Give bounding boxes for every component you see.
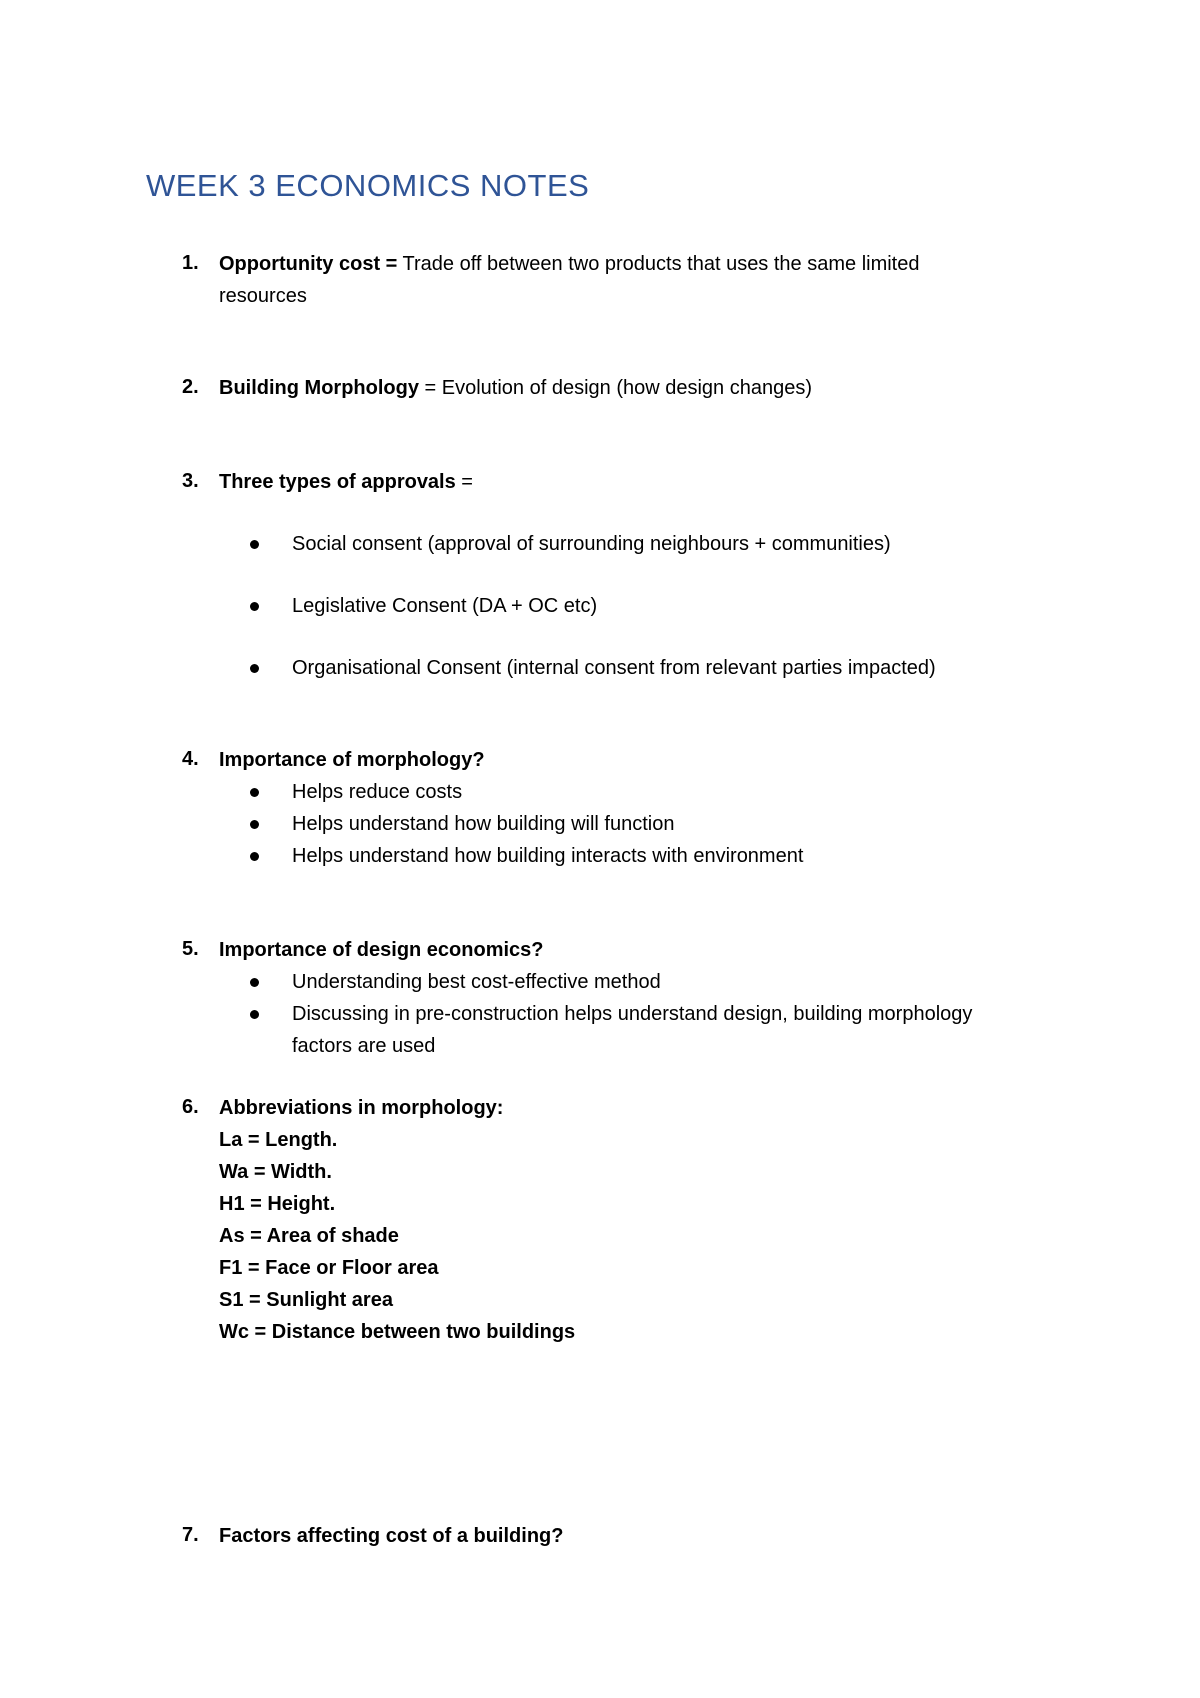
bullet-text: Helps understand how building will function [292,813,675,835]
bullet-text: Helps understand how building interacts with environment [292,845,804,867]
item-3-term: Three types of approvals [219,471,456,493]
bullet-icon [250,540,259,549]
item-6-term: Abbreviations in morphology: [219,1097,504,1119]
abbreviation-line: F1 = Face or Floor area [219,1257,439,1279]
abbreviation-line: H1 = Height. [219,1193,336,1215]
bullet-icon [250,664,259,673]
document-title: WEEK 3 ECONOMICS NOTES [146,168,590,203]
item-number-6: 6. [182,1096,199,1118]
bullet-text: Helps reduce costs [292,781,463,803]
item-1-line-1 [219,248,919,280]
bullet-icon [250,852,259,861]
item-number-5: 5. [182,938,199,960]
item-number-2: 2. [182,376,199,398]
abbreviation-line: La = Length. [219,1129,338,1151]
item-6-line [219,1092,503,1124]
item-number-3: 3. [182,470,199,492]
item-2-term: Building Morphology [219,377,419,399]
item-3-line [219,466,473,498]
bullet-text: factors are used [292,1035,436,1057]
item-3-suffix: = [455,471,473,493]
item-4-term: Importance of morphology? [219,749,485,771]
bullet-text: Understanding best cost-effective method [292,971,661,993]
item-1-term: Opportunity cost = [219,253,398,275]
abbreviation-line: Wc = Distance between two buildings [219,1321,576,1343]
item-2-line [219,372,812,404]
item-5-line [219,934,544,966]
bullet-icon [250,1010,259,1019]
item-7-term: Factors affecting cost of a building? [219,1525,564,1547]
bullet-icon [250,788,259,797]
item-number-1: 1. [182,252,199,274]
item-1-line-2: resources [219,285,307,307]
abbreviation-line: Wa = Width. [219,1161,332,1183]
bullet-text: Discussing in pre-construction helps understand design, building morphology [292,1003,973,1025]
item-1-definition: Trade off between two products that uses the same limited [397,253,920,275]
bullet-text: Social consent (approval of surrounding neighbours + communities) [292,533,891,555]
item-2-definition: = Evolution of design (how design changes) [418,377,812,399]
abbreviation-line: As = Area of shade [219,1225,399,1247]
item-5-term: Importance of design economics? [219,939,544,961]
bullet-icon [250,820,259,829]
abbreviation-line: S1 = Sunlight area [219,1289,393,1311]
item-4-line [219,744,485,776]
item-number-4: 4. [182,748,199,770]
item-7-line [219,1520,563,1552]
bullet-text: Legislative Consent (DA + OC etc) [292,595,598,617]
bullet-text: Organisational Consent (internal consent from relevant parties impacted) [292,657,936,679]
bullet-icon [250,978,259,987]
bullet-icon [250,602,259,611]
item-number-7: 7. [182,1524,199,1546]
